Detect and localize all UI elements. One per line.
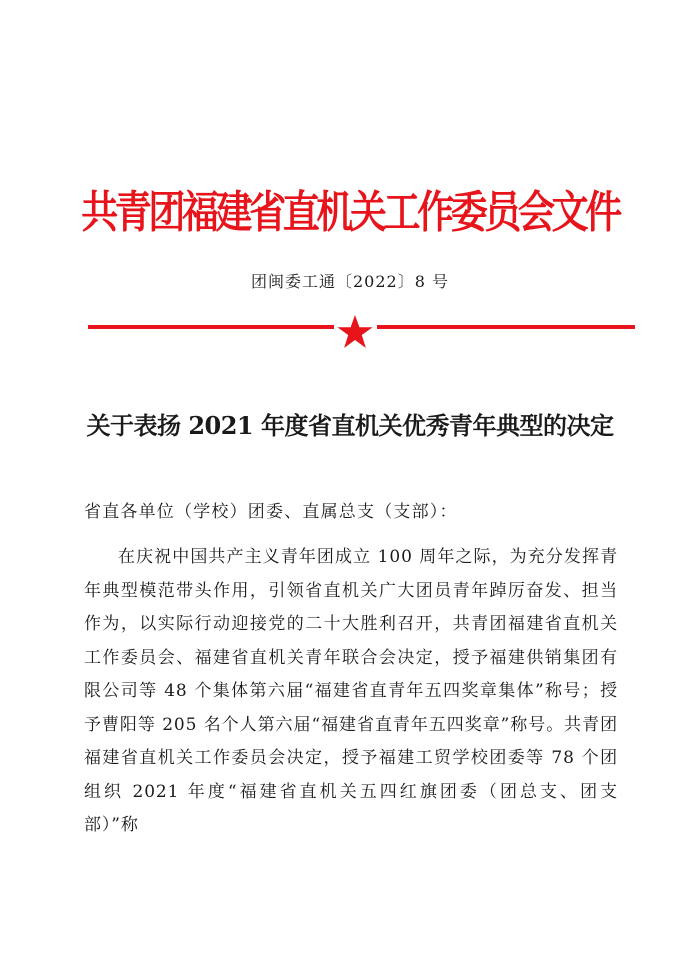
star-icon — [336, 314, 374, 350]
body-paragraph: 在庆祝中国共产主义青年团成立 100 周年之际，为充分发挥青年典型模范带头作用，引领省直机关广大团员青年踔厉奋发、担当作为，以实际行动迎接党的二十大胜利召开，共青团福建省直机关工作委员会、福建省直机关青年联合会决定，授予福建供销集团有限公司等 48 个集体第六届“福建省直青年五四奖章集体”称号；授予曹阳等 205 名个人第六届“福建省直青年五四奖章”称号。共青团福建省直机关工作委员会决定，授予福建工贸学校团委等 78 个团组织 2021 年度“福建省直机关五四红旗团委（团总支、团支部）”称 — [84, 547, 618, 835]
salutation: 省直各单位（学校）团委、直属总支（支部）： — [84, 502, 458, 522]
document-number: 团闽委工通〔2022〕8 号 — [251, 272, 449, 291]
divider-left — [88, 325, 334, 329]
org-header-title: 共青团福建省直机关工作委员会文件 — [81, 187, 619, 238]
divider-right — [377, 325, 635, 329]
document-title: 关于表扬 2021 年度省直机关优秀青年典型的决定 — [86, 411, 614, 440]
